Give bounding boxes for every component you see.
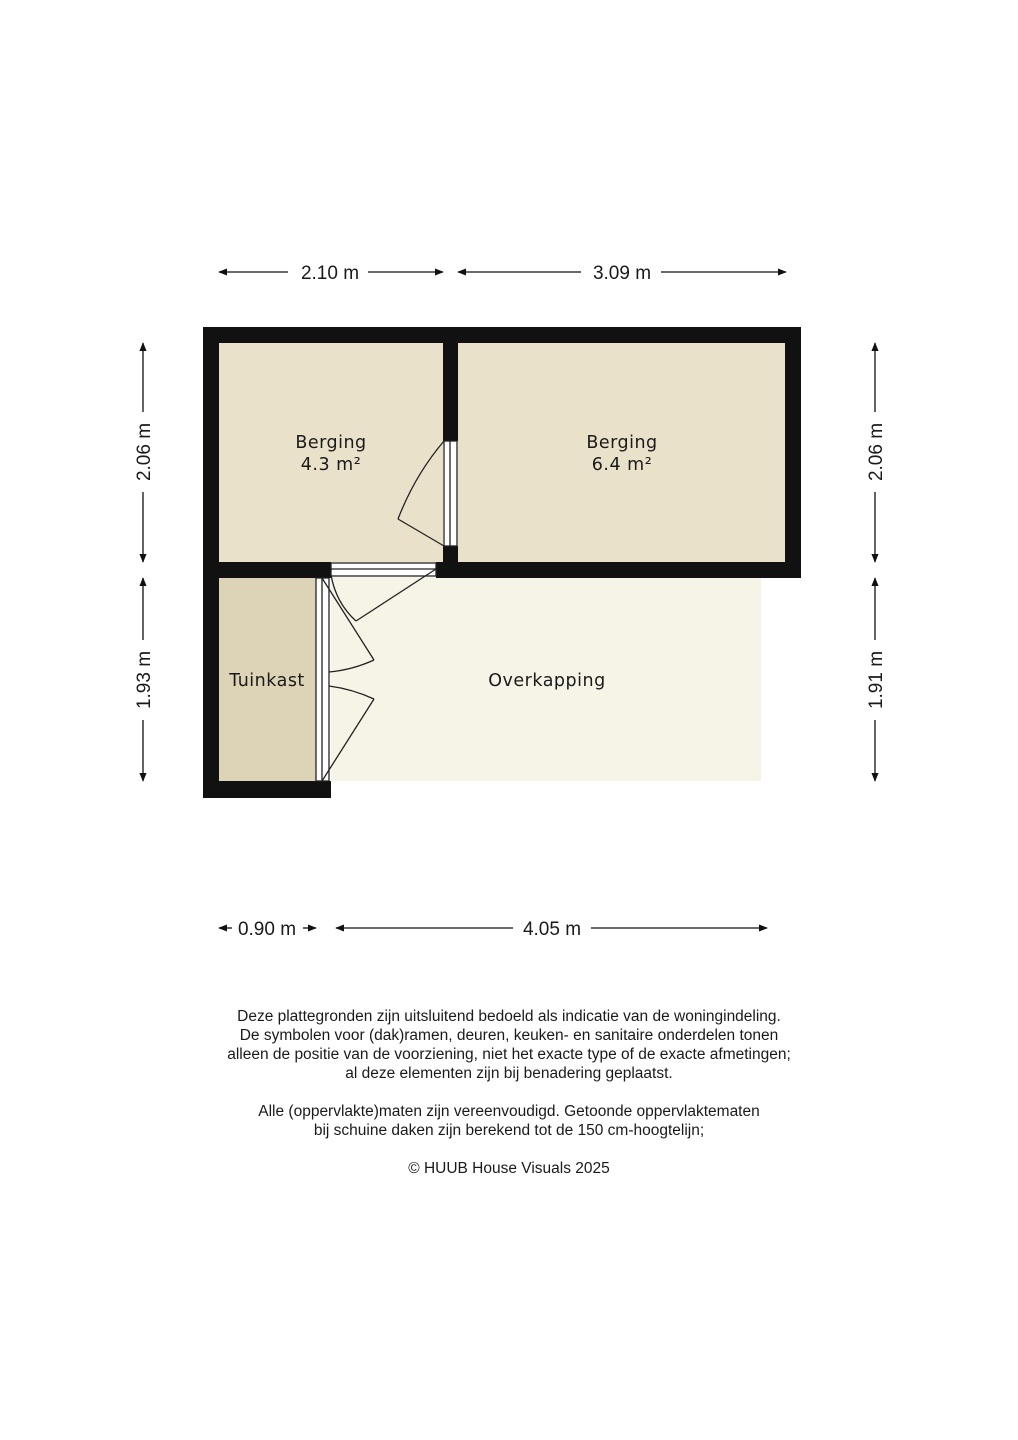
dim-top-right [458, 263, 786, 284]
disclaimer-line: bij schuine daken zijn berekend tot de 150 cm-hoogtelijn; [313, 1122, 705, 1139]
dim-top-left-text: 2.10 m [300, 263, 360, 284]
copyright: © HUUB House Visuals 2025 [408, 1160, 610, 1177]
disclaimer-line: alleen de positie van de voorziening, niet het exacte type of de exacte afmetingen; [227, 1046, 791, 1063]
dim-bottom-left-text: 0.90 m [237, 919, 297, 940]
dim-left-upper [134, 343, 155, 562]
dim-bottom-right [336, 919, 767, 940]
dim-left-lower [134, 578, 155, 781]
tuinkast-name: Tuinkast [229, 671, 305, 691]
dim-right-lower [866, 578, 887, 781]
dim-bottom-right-text: 4.05 m [522, 919, 582, 940]
dim-right-lower-text: 1.91 m [866, 650, 887, 710]
dim-right-upper-text: 2.06 m [866, 422, 887, 482]
dim-left-upper-text: 2.06 m [134, 422, 155, 482]
overkapping-name: Overkapping [488, 671, 606, 691]
berging-small-area-label: 4.3 m² [300, 455, 362, 475]
dim-top-left [219, 263, 443, 284]
berging-large-name: Berging [586, 433, 658, 453]
dim-bottom-left [219, 919, 316, 940]
disclaimer-block-2 [0, 1102, 1018, 1140]
berging-small-name: Berging [295, 433, 367, 453]
disclaimer-line: Alle (oppervlakte)maten zijn vereenvoudigd. Getoonde oppervlaktematen [258, 1103, 760, 1120]
dim-right-upper [866, 343, 887, 562]
dim-left-lower-text: 1.93 m [134, 650, 155, 710]
disclaimer-line: Deze plattegronden zijn uitsluitend bedoeld als indicatie van de woningindeling. [237, 1008, 781, 1025]
disclaimer-line: al deze elementen zijn bij benadering geplaatst. [345, 1065, 673, 1082]
berging-large-area-label: 6.4 m² [591, 455, 653, 475]
disclaimer-line: De symbolen voor (dak)ramen, deuren, keuken- en sanitaire onderdelen tonen [239, 1027, 779, 1044]
dim-top-right-text: 3.09 m [592, 263, 652, 284]
disclaimer-block [0, 1007, 1018, 1083]
